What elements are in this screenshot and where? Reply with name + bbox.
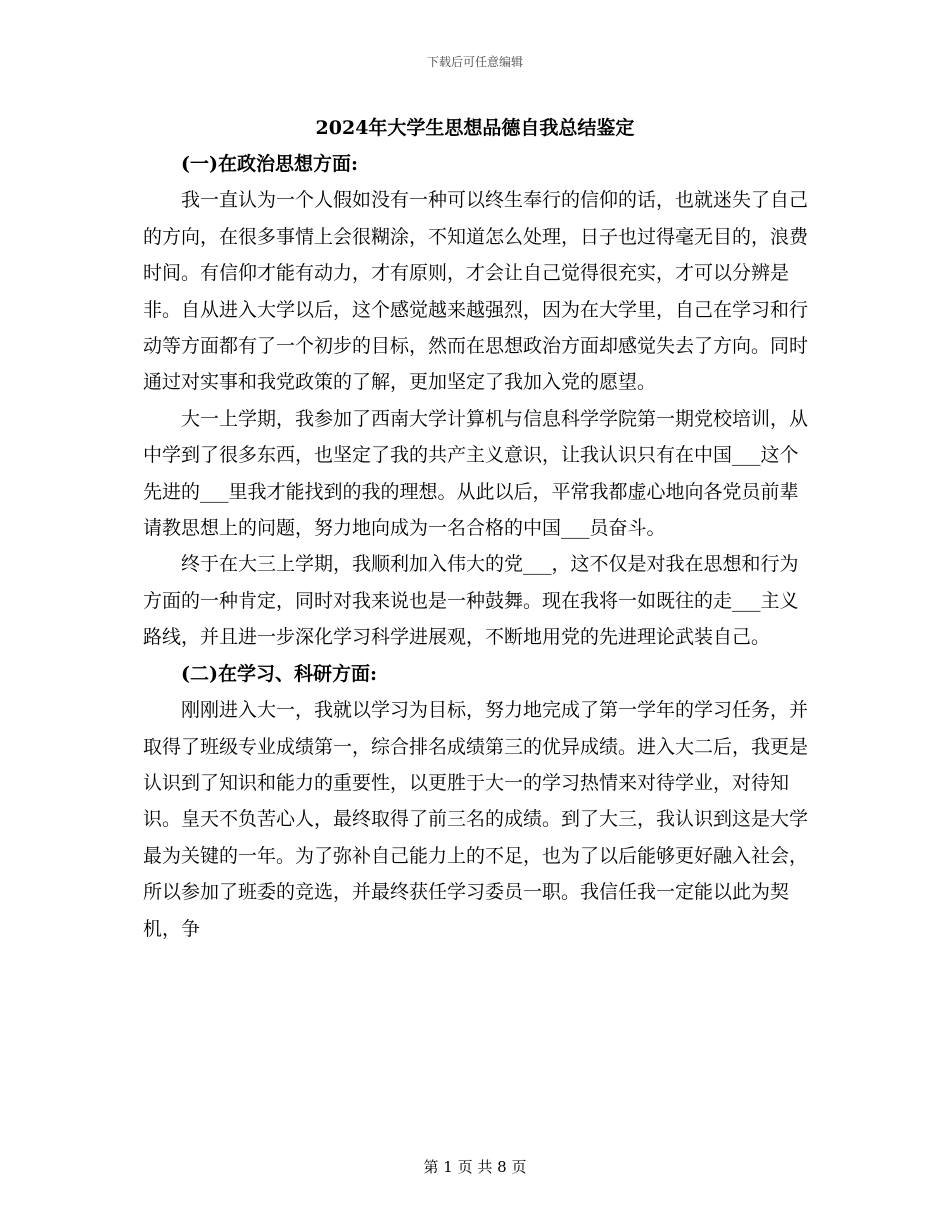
section-heading-politics: (一)在政治思想方面: (181, 153, 358, 175)
page-header-note: 下载后可任意编辑 (426, 55, 523, 69)
section-heading-study: (二)在学习、科研方面: (181, 662, 377, 685)
body-paragraph: 我一直认为一个人假如没有一种可以终生奉行的信仰的话，也就迷失了自己的方向，在很多事情上会很糊涂，不知道怎么处理，日子也过得毫无目的，浪费时间。有信仰才能有动力，才有原则，才会让自己觉得很充实，才可以分辨是非。自从进入大学以后，这个感觉越来越强烈，因为在大学里，自己在学习和行动等方面都有了一个初步的目标，然而在思想政治方面却感觉失去了方向。同时通过对实事和我党政策的了解，更加坚定了我加入党的愿望。 (143, 189, 809, 394)
body-paragraph: 刚刚进入大一，我就以学习为目标，努力地完成了第一学年的学习任务，并取得了班级专业成绩第一，综合排名成绩第三的优异成绩。进入大二后，我更是认识到了知识和能力的重要性，以更胜于大一的学习热情来对待学业，对待知识。皇天不负苦心人，最终取得了前三名的成绩。到了大三，我认识到这是大学最为关键的一年。为了弥补自己能力上的不足，也为了以后能够更好融入社会，所以参加了班委的竞选，并最终获任学习委员一职。我信任我一定能以此为契机，争 (143, 699, 809, 940)
body-paragraph: 终于在大三上学期，我顺利加入伟大的党___，这不仅是对我在思想和行为方面的一种肯定，同时对我来说也是一种鼓舞。现在我将一如既往的走___主义路线，并且进一步深化学习科学进展观，不断地用党的先进理论武装自己。 (143, 553, 799, 649)
document-body (143, 146, 808, 947)
page-number-footer: 第 1 页 共 8 页 (423, 1158, 527, 1176)
document-title: 2024年大学生思想品德自我总结鉴定 (315, 117, 635, 139)
body-paragraph: 大一上学期，我参加了西南大学计算机与信息科学学院第一期党校培训，从中学到了很多东西，也坚定了我的共产主义意识，让我认识只有在中国___这个先进的___里我才能找到的我的理想。从此以后，平常我都虚心地向各党员前辈请教思想上的问题，努力地向成为一名合格的中国___员奋斗。 (143, 407, 809, 540)
